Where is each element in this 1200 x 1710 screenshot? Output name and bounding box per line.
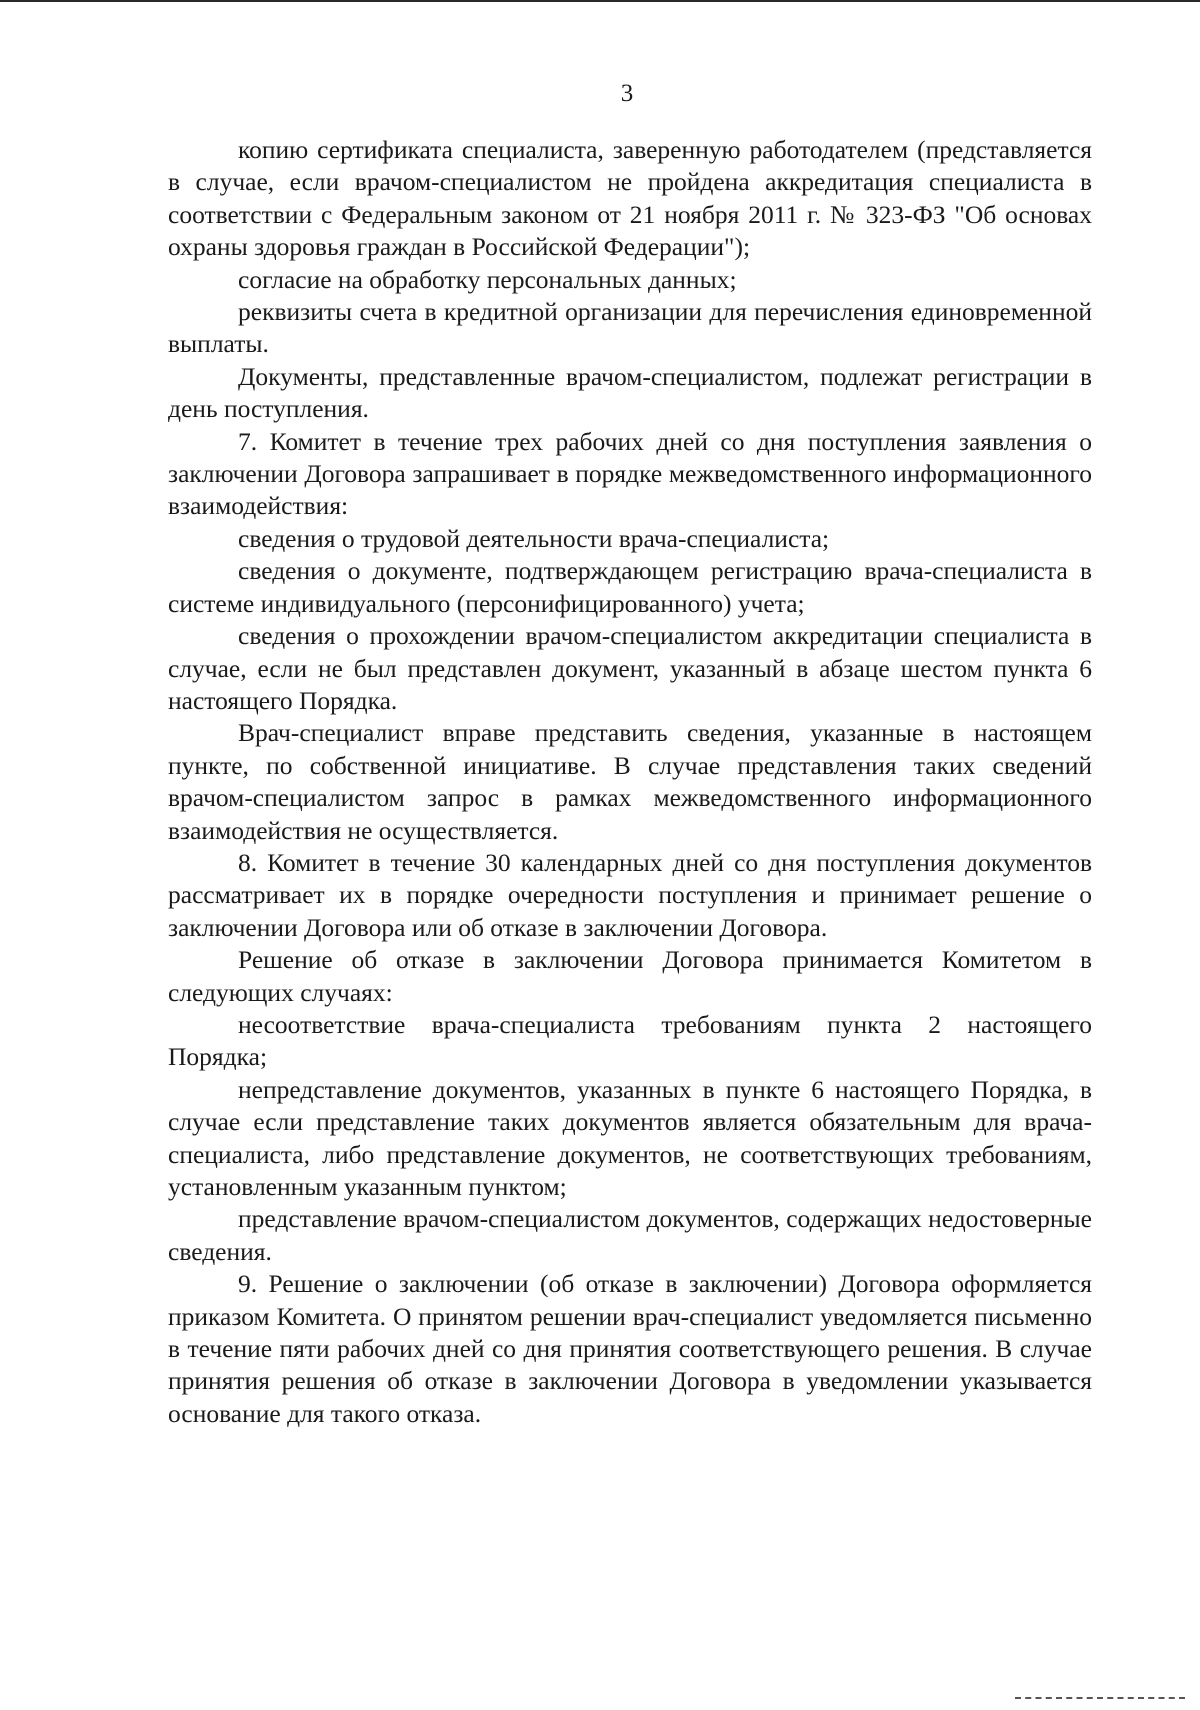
paragraph-bank-details: реквизиты счета в кредитной организации для перечисления единовременной выплаты. — [168, 297, 1092, 359]
document-body — [168, 134, 1092, 1430]
page-number: 3 — [620, 80, 634, 107]
paragraph-certificate-copy: копию сертификата специалиста, заверенную работодателем (представляется в случае, если врачом-специалистом не пройдена аккредитация специалиста в соответствии с Федеральным законом от 21 ноября 2011 г. № 323-ФЗ "Об основах охраны здоровья граждан в Российской Федерации"); — [168, 135, 1092, 262]
paragraph-false-information: представление врачом-специалистом документов, содержащих недостоверные сведения. — [168, 1204, 1092, 1266]
paragraph-nonconformity: несоответствие врача-специалиста требованиям пункта 2 настоящего Порядка; — [168, 1009, 1092, 1072]
paragraph-own-initiative: Врач-специалист вправе представить сведения, указанные в настоящем пункте, по собственной инициативе. В случае представления таких сведений врачом-специалистом запрос в рамках межведомственного информационного взаимодействия не осуществляется. — [168, 718, 1092, 845]
paragraph-nonsubmission: непредставление документов, указанных в пункте 6 настоящего Порядка, в случае если представление таких документов является обязательным для врача-специалиста, либо представление документов, не соответствующих требованиям, установленным указанным пунктом; — [168, 1074, 1092, 1201]
paragraph-personal-data-consent: согласие на обработку персональных данных; — [238, 264, 737, 294]
scan-top-edge — [0, 0, 1200, 2]
paragraph-documents-registration: Документы, представленные врачом-специалистом, подлежат регистрации в день поступления. — [168, 361, 1092, 424]
scan-bottom-mark — [1015, 1697, 1185, 1702]
paragraph-item-9: 9. Решение о заключении (об отказе в заключении) Договора оформляется приказом Комитета. О принятом решении врач-специалист уведомляется письменно в течение пяти рабочих дней со дня принятия соответствующего решения. В случае принятия решения об отказе в заключении Договора в уведомлении указывается основание для такого отказа. — [168, 1269, 1092, 1428]
paragraph-item-8: 8. Комитет в течение 30 календарных дней со дня поступления документов рассматривает их в порядке очередности поступления и принимает решение о заключении Договора или об отказе в заключении Договора. — [168, 847, 1092, 942]
paragraph-individual-accounting: сведения о документе, подтверждающем регистрацию врача-специалиста в системе индивидуального (персонифицированного) учета; — [168, 556, 1092, 618]
paragraph-labor-activity: сведения о трудовой деятельности врача-специалиста; — [238, 523, 830, 553]
paragraph-item-7: 7. Комитет в течение трех рабочих дней со дня поступления заявления о заключении Договора запрашивает в порядке межведомственного информационного взаимодействия: — [168, 426, 1092, 521]
paragraph-accreditation-info: сведения о прохождении врачом-специалистом аккредитации специалиста в случае, если не был представлен документ, указанный в абзаце шестом пункта 6 настоящего Порядка. — [168, 621, 1092, 715]
paragraph-refusal-cases: Решение об отказе в заключении Договора принимается Комитетом в следующих случаях: — [168, 945, 1092, 1007]
